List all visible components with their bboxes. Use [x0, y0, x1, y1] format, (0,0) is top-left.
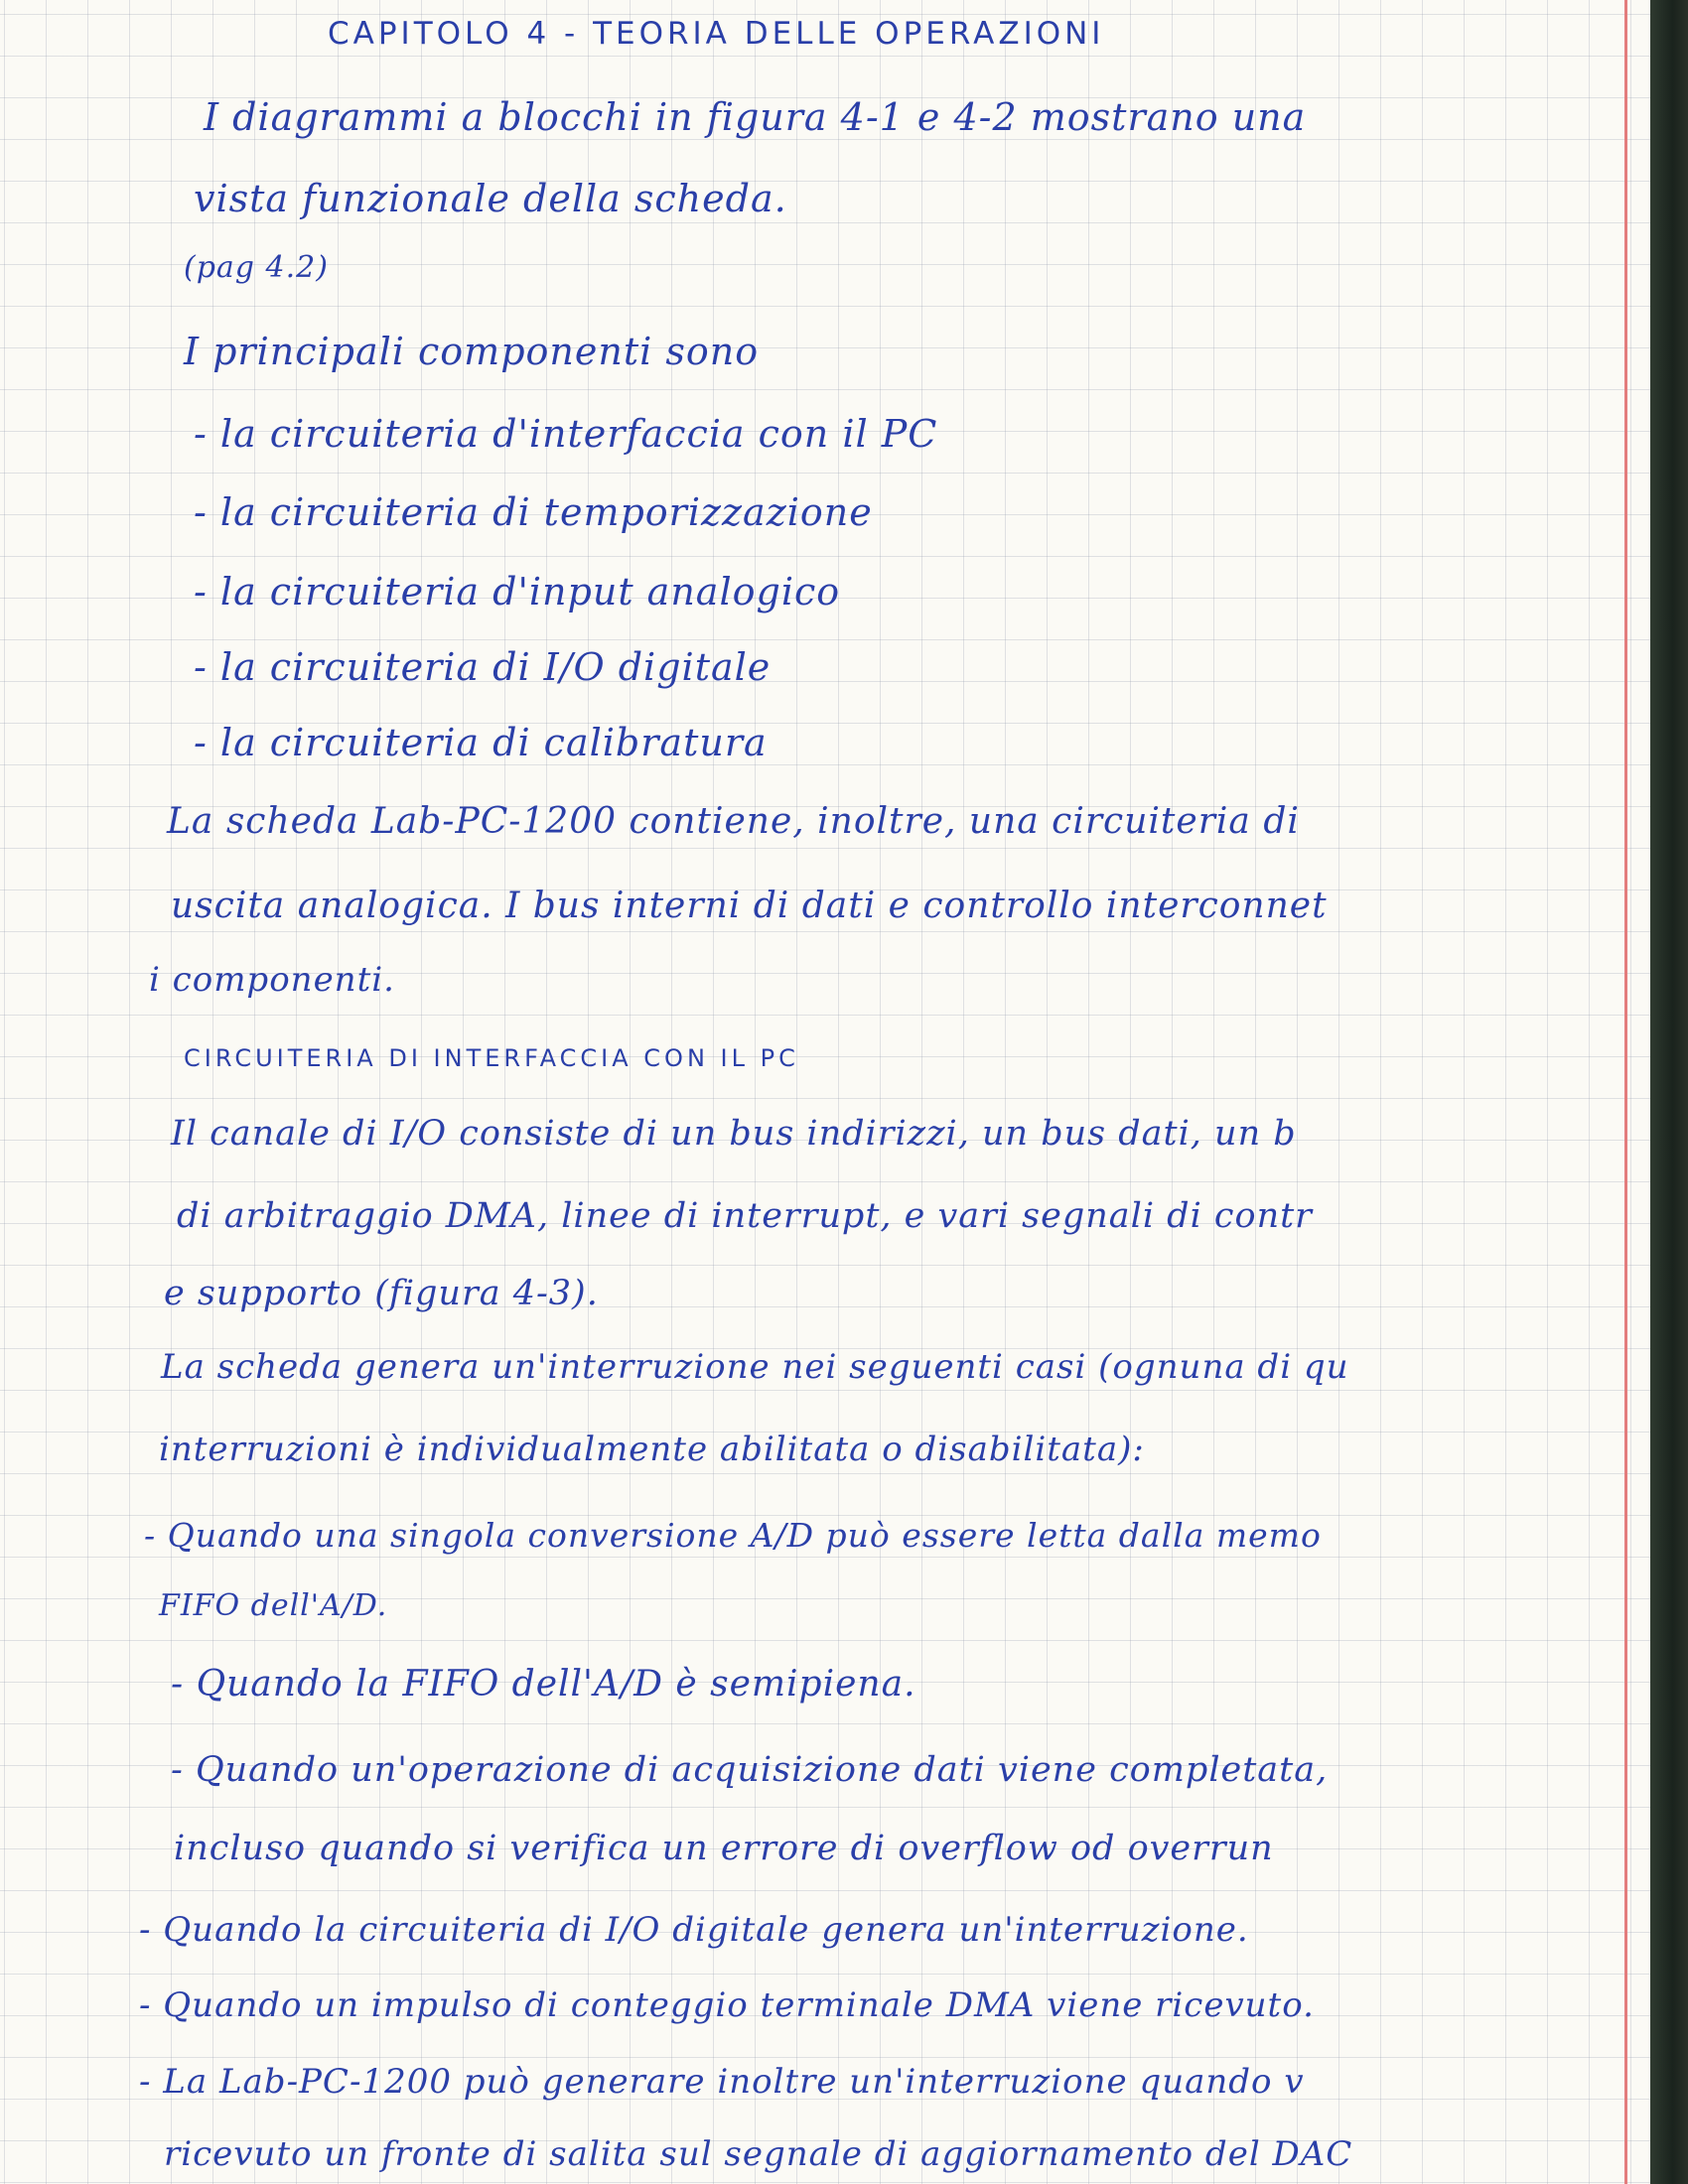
text-line: I diagrammi a blocchi in figura 4-1 e 4-2 mostrano una: [204, 95, 1307, 139]
text-line: di arbitraggio DMA, linee di interrupt, e vari segnali di contr: [177, 1196, 1313, 1236]
text-line: interruzioni è individualmente abilitata o disabilitata):: [159, 1430, 1145, 1469]
text-line: uscita analogica. I bus interni di dati e controllo interconnet: [171, 886, 1328, 926]
text-line: - la circuiteria di temporizzazione: [194, 490, 873, 534]
text-line: - Quando la FIFO dell'A/D è semipiena.: [171, 1664, 916, 1705]
text-line: ricevuto un fronte di salita sul segnale di aggiornamento del DAC: [164, 2134, 1353, 2174]
text-line: vista funzionale della scheda.: [194, 177, 787, 220]
text-line: - la circuiteria di I/O digitale: [194, 645, 772, 689]
chapter-title: CAPITOLO 4 - TEORIA DELLE OPERAZIONI: [328, 16, 1105, 52]
text-line: - la circuiteria di calibratura: [194, 721, 768, 764]
margin-rule: [1624, 0, 1627, 2184]
text-line: La scheda genera un'interruzione nei seguenti casi (ognuna di qu: [161, 1347, 1349, 1387]
text-line: FIFO dell'A/D.: [159, 1588, 388, 1623]
text-line: La scheda Lab-PC-1200 contiene, inoltre, una circuiteria di: [167, 801, 1300, 842]
text-line: i componenti.: [149, 960, 395, 1000]
text-line: - la circuiteria d'interfaccia con il PC: [194, 412, 938, 456]
page-edge-shadow: [1650, 0, 1688, 2184]
text-line: - Quando un impulso di conteggio terminale DMA viene ricevuto.: [139, 1985, 1315, 2025]
text-line: Il canale di I/O consiste di un bus indirizzi, un bus dati, un b: [171, 1114, 1297, 1154]
text-line: - la circuiteria d'input analogico: [194, 570, 841, 614]
section-heading: CIRCUITERIA DI INTERFACCIA CON IL PC: [184, 1044, 799, 1072]
text-line: - Quando la circuiteria di I/O digitale genera un'interruzione.: [139, 1910, 1249, 1950]
text-line: - Quando una singola conversione A/D può essere letta dalla memo: [144, 1516, 1322, 1555]
text-line: (pag 4.2): [184, 250, 329, 285]
text-line: I principali componenti sono: [184, 330, 760, 373]
text-line: - Quando un'operazione di acquisizione dati viene completata,: [171, 1750, 1329, 1790]
text-line: incluso quando si verifica un errore di overflow od overrun: [174, 1829, 1274, 1868]
text-line: e supporto (figura 4-3).: [164, 1274, 599, 1313]
text-line: - La Lab-PC-1200 può generare inoltre un'interruzione quando v: [139, 2062, 1305, 2102]
